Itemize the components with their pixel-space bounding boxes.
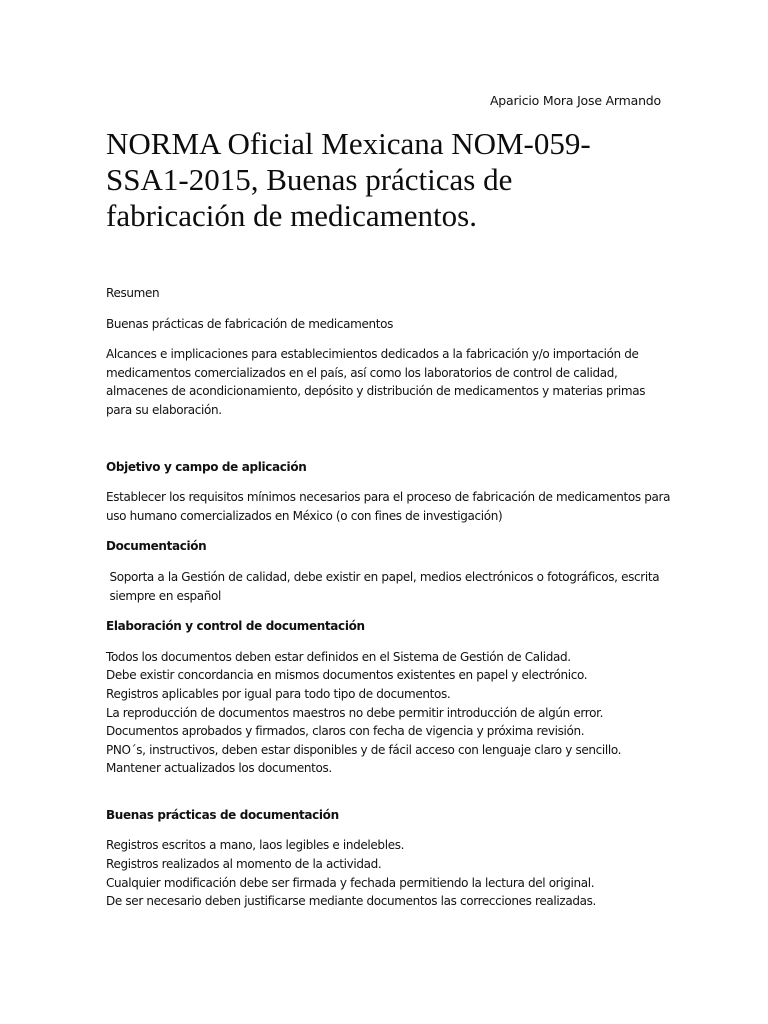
objetivo-line: uso humano comercializados en México (o con fines de investigación) — [106, 508, 503, 523]
documentacion-paragraph — [106, 568, 666, 605]
buenas-practicas-line: Registros escritos a mano, laos legibles e indelebles. — [106, 838, 405, 853]
elaboracion-line: PNO´s, instructivos, deben estar disponibles y de fácil acceso con lenguaje claro y sencillo. — [106, 742, 622, 757]
elaboracion-line: Registros aplicables por igual para todo tipo de documentos. — [106, 686, 451, 701]
resumen-line: medicamentos comercializados en el país, así como los laboratorios de control de calidad, — [106, 365, 618, 380]
buenas-practicas-paragraph — [106, 836, 666, 910]
elaboracion-line: Documentos aprobados y firmados, claros con fecha de vigencia y próxima revisión. — [106, 724, 585, 739]
resumen-line: Alcances e implicaciones para establecimientos dedicados a la fabricación y/o importación de — [106, 347, 639, 362]
resumen-line: almacenes de acondicionamiento, depósito y distribución de medicamentos y materias primas — [106, 384, 646, 399]
objetivo-line: Establecer los requisitos mínimos necesarios para el proceso de fabricación de medicamentos para — [106, 490, 671, 505]
section-heading-elaboracion: Elaboración y control de documentación — [106, 619, 365, 634]
elaboracion-line: Debe existir concordancia en mismos documentos existentes en papel y electrónico. — [106, 668, 588, 683]
resumen-subtitle: Buenas prácticas de fabricación de medicamentos — [106, 316, 394, 331]
buenas-practicas-line: De ser necesario deben justificarse mediante documentos las correcciones realizadas. — [106, 894, 596, 909]
resumen-paragraph — [106, 345, 666, 419]
elaboracion-line: Mantener actualizados los documentos. — [106, 761, 332, 776]
document-body — [106, 284, 671, 911]
elaboracion-line: La reproducción de documentos maestros no debe permitir introducción de algún error. — [106, 705, 604, 720]
elaboracion-paragraph — [106, 648, 666, 778]
section-heading-objetivo: Objetivo y campo de aplicación — [106, 459, 307, 474]
section-heading-buenas-practicas: Buenas prácticas de documentación — [106, 807, 339, 822]
resumen-line: para su elaboración. — [106, 402, 222, 417]
documentacion-line: siempre en español — [106, 588, 221, 603]
elaboracion-line: Todos los documentos deben estar definidos en el Sistema de Gestión de Calidad. — [106, 649, 571, 664]
section-heading-resumen: Resumen — [106, 286, 160, 300]
objetivo-paragraph — [106, 488, 671, 525]
section-heading-documentacion: Documentación — [106, 539, 207, 554]
document-title: NORMA Oficial Mexicana NOM-059-SSA1-2015, Buenas prácticas de fabricación de medicamentos. — [106, 126, 591, 233]
buenas-practicas-line: Registros realizados al momento de la actividad. — [106, 857, 382, 872]
documentacion-line: Soporta a la Gestión de calidad, debe existir en papel, medios electrónicos o fotográficos, escrita — [106, 569, 660, 584]
buenas-practicas-line: Cualquier modificación debe ser firmada y fechada permitiendo la lectura del original. — [106, 875, 595, 890]
author-name: Aparicio Mora Jose Armando — [489, 93, 661, 108]
